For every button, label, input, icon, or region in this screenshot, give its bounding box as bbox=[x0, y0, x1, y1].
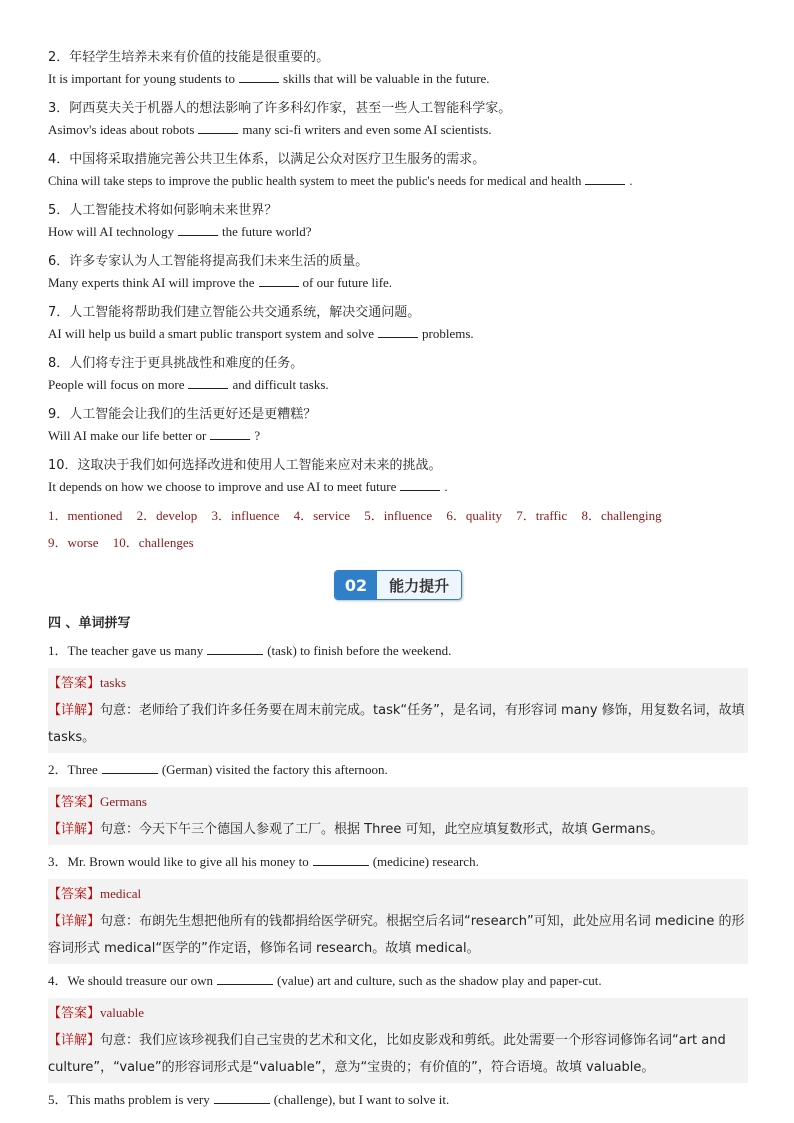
translation-item-2 bbox=[48, 47, 748, 89]
question-start: 5．This maths problem is very bbox=[48, 1092, 210, 1107]
translation-item-6 bbox=[48, 251, 748, 293]
detail-tag: 【详解】 bbox=[48, 822, 101, 837]
fill-blank[interactable] bbox=[210, 426, 250, 440]
translation-list bbox=[48, 47, 748, 497]
chinese-sentence: 5．人工智能技术将如何影响未来世界？ bbox=[48, 203, 278, 218]
answer-box bbox=[48, 668, 748, 753]
english-sentence bbox=[48, 273, 748, 293]
answer-key-item: 9．worse bbox=[48, 535, 99, 550]
fill-blank[interactable] bbox=[198, 120, 238, 134]
answer-key-item: 7．traffic bbox=[516, 508, 568, 523]
answer-key bbox=[48, 506, 748, 560]
fill-blank[interactable] bbox=[313, 852, 369, 866]
question-start: 1．The teacher gave us many bbox=[48, 643, 204, 658]
fill-blank[interactable] bbox=[239, 69, 279, 83]
sentence-start: Many experts think AI will improve the bbox=[48, 275, 255, 290]
answer-row bbox=[48, 669, 748, 697]
english-sentence bbox=[48, 375, 748, 395]
detail-text: 句意：今天下午三个德国人参观了工厂。根据 Three 可知，此空应填复数形式，故填 Germans。 bbox=[100, 822, 664, 837]
answer-key-line-2 bbox=[48, 533, 748, 560]
translation-item-10 bbox=[48, 455, 748, 497]
question-block-5 bbox=[48, 1089, 748, 1111]
fill-blank[interactable] bbox=[102, 760, 158, 774]
question-start: 4．We should treasure our own bbox=[48, 973, 214, 988]
english-sentence bbox=[48, 171, 748, 191]
detail-text: 句意：老师给了我们许多任务要在周末前完成。task“任务”，是名词，有形容词 many 修饰，用复数名词，故填 tasks。 bbox=[48, 703, 745, 745]
fill-blank[interactable] bbox=[178, 222, 218, 236]
chinese-sentence: 4．中国将采取措施完善公共卫生体系，以满足公众对医疗卫生服务的需求。 bbox=[48, 152, 486, 167]
english-sentence bbox=[48, 477, 748, 497]
translation-item-7 bbox=[48, 302, 748, 344]
detail-tag: 【详解】 bbox=[48, 703, 101, 718]
question-end: (medicine) research. bbox=[372, 854, 479, 869]
fill-blank[interactable] bbox=[400, 477, 440, 491]
detail-text: 句意：布朗先生想把他所有的钱都捐给医学研究。根据空后名词“research”可知，此处应用名词 medicine 的形容词形式 medical“医学的”作定语，修饰名词 research。故填 medical。 bbox=[48, 914, 745, 956]
badge-number: 02 bbox=[335, 571, 377, 599]
fill-blank[interactable] bbox=[585, 171, 625, 185]
answer-box bbox=[48, 787, 748, 845]
answer-key-item: 2．develop bbox=[136, 508, 198, 523]
question-start: 3．Mr. Brown would like to give all his money to bbox=[48, 854, 309, 869]
question-block-2 bbox=[48, 759, 748, 845]
answer-key-item: 1．mentioned bbox=[48, 508, 123, 523]
sentence-end: many sci-fi writers and even some AI scientists. bbox=[242, 122, 492, 137]
answer-value: Germans bbox=[100, 794, 147, 809]
sentence-start: It is important for young students to bbox=[48, 71, 236, 86]
chinese-sentence: 7．人工智能将帮助我们建立智能公共交通系统，解决交通问题。 bbox=[48, 305, 421, 320]
answer-tag: 【答案】 bbox=[48, 1006, 101, 1021]
question-end: (task) to finish before the weekend. bbox=[267, 643, 452, 658]
detail-text: 句意：我们应该珍视我们自己宝贵的艺术和文化，比如皮影戏和剪纸。此处需要一个形容词修饰名词“art and culture”，“value”的形容词形式是“valuable”，意为“宝贵的；有价值的”，符合语境。故填 valuable。 bbox=[48, 1033, 726, 1075]
question-end: (German) visited the factory this afternoon. bbox=[161, 762, 388, 777]
sentence-end: . bbox=[444, 479, 448, 494]
fill-blank[interactable] bbox=[378, 324, 418, 338]
detail-row bbox=[48, 1027, 748, 1081]
answer-tag: 【答案】 bbox=[48, 887, 101, 902]
english-sentence bbox=[48, 426, 748, 446]
sentence-start: People will focus on more bbox=[48, 377, 185, 392]
translation-item-4 bbox=[48, 149, 748, 191]
chinese-sentence: 8．人们将专注于更具挑战性和难度的任务。 bbox=[48, 356, 304, 371]
answer-box bbox=[48, 879, 748, 964]
answer-tag: 【答案】 bbox=[48, 676, 101, 691]
detail-row bbox=[48, 816, 748, 843]
question-block-1 bbox=[48, 640, 748, 753]
section-badge bbox=[334, 570, 462, 600]
sentence-end: . bbox=[629, 174, 633, 188]
question-block-4 bbox=[48, 970, 748, 1083]
answer-key-item: 4．service bbox=[293, 508, 350, 523]
translation-item-3 bbox=[48, 98, 748, 140]
fill-blank[interactable] bbox=[214, 1090, 270, 1104]
chinese-sentence: 9．人工智能会让我们的生活更好还是更糟糕？ bbox=[48, 407, 317, 422]
question-end: (challenge), but I want to solve it. bbox=[273, 1092, 450, 1107]
sentence-start: Will AI make our life better or bbox=[48, 428, 207, 443]
question-text bbox=[48, 1089, 748, 1111]
sentence-end: problems. bbox=[422, 326, 474, 341]
answer-row bbox=[48, 788, 748, 816]
sentence-end: of our future life. bbox=[302, 275, 393, 290]
answer-key-item: 8．challenging bbox=[581, 508, 662, 523]
question-text bbox=[48, 759, 748, 781]
chinese-sentence: 3．阿西莫夫关于机器人的想法影响了许多科幻作家，甚至一些人工智能科学家。 bbox=[48, 101, 512, 116]
answer-value: valuable bbox=[100, 1005, 145, 1020]
translation-item-9 bbox=[48, 404, 748, 446]
question-end: (value) art and culture, such as the shadow play and paper-cut. bbox=[277, 973, 602, 988]
section-badge-wrapper bbox=[48, 570, 748, 600]
chinese-sentence: 6．许多专家认为人工智能将提高我们未来生活的质量。 bbox=[48, 254, 369, 269]
sentence-start: It depends on how we choose to improve and use AI to meet future bbox=[48, 479, 397, 494]
answer-value: medical bbox=[100, 886, 142, 901]
badge-title: 能力提升 bbox=[377, 571, 461, 599]
fill-blank[interactable] bbox=[207, 641, 263, 655]
detail-row bbox=[48, 908, 748, 962]
detail-row bbox=[48, 697, 748, 751]
answer-row bbox=[48, 880, 748, 908]
answer-key-item: 3．influence bbox=[211, 508, 280, 523]
detail-tag: 【详解】 bbox=[48, 1033, 101, 1048]
document-page bbox=[48, 44, 748, 1117]
answer-key-line-1 bbox=[48, 506, 748, 533]
english-sentence bbox=[48, 69, 748, 89]
fill-blank[interactable] bbox=[188, 375, 228, 389]
translation-item-5 bbox=[48, 200, 748, 242]
question-text bbox=[48, 851, 748, 873]
sentence-end: skills that will be valuable in the future. bbox=[283, 71, 490, 86]
question-start: 2．Three bbox=[48, 762, 98, 777]
answer-tag: 【答案】 bbox=[48, 795, 101, 810]
sentence-end: ? bbox=[254, 428, 261, 443]
answer-value: tasks bbox=[100, 675, 127, 690]
question-block-3 bbox=[48, 851, 748, 964]
answer-key-item: 10．challenges bbox=[112, 535, 194, 550]
sentence-end: and difficult tasks. bbox=[232, 377, 329, 392]
sentence-start: AI will help us build a smart public transport system and solve bbox=[48, 326, 375, 341]
detail-tag: 【详解】 bbox=[48, 914, 101, 929]
answer-key-item: 6．quality bbox=[446, 508, 502, 523]
english-sentence bbox=[48, 324, 748, 344]
section-title: 四 、单词拼写 bbox=[48, 616, 131, 631]
fill-blank[interactable] bbox=[259, 273, 299, 287]
english-sentence bbox=[48, 120, 748, 140]
chinese-sentence: 10．这取决于我们如何选择改进和使用人工智能来应对未来的挑战。 bbox=[48, 458, 442, 473]
sentence-start: Asimov's ideas about robots bbox=[48, 122, 195, 137]
chinese-sentence: 2．年轻学生培养未来有价值的技能是很重要的。 bbox=[48, 50, 330, 65]
translation-item-8 bbox=[48, 353, 748, 395]
fill-blank[interactable] bbox=[217, 971, 273, 985]
answer-key-item: 5．influence bbox=[364, 508, 433, 523]
english-sentence bbox=[48, 222, 748, 242]
sentence-start: How will AI technology bbox=[48, 224, 175, 239]
sentence-end: the future world? bbox=[222, 224, 312, 239]
sentence-start: China will take steps to improve the public health system to meet the public's needs for medical and health bbox=[48, 174, 582, 188]
answer-row bbox=[48, 999, 748, 1027]
question-text bbox=[48, 970, 748, 992]
question-text bbox=[48, 640, 748, 662]
answer-box bbox=[48, 998, 748, 1083]
